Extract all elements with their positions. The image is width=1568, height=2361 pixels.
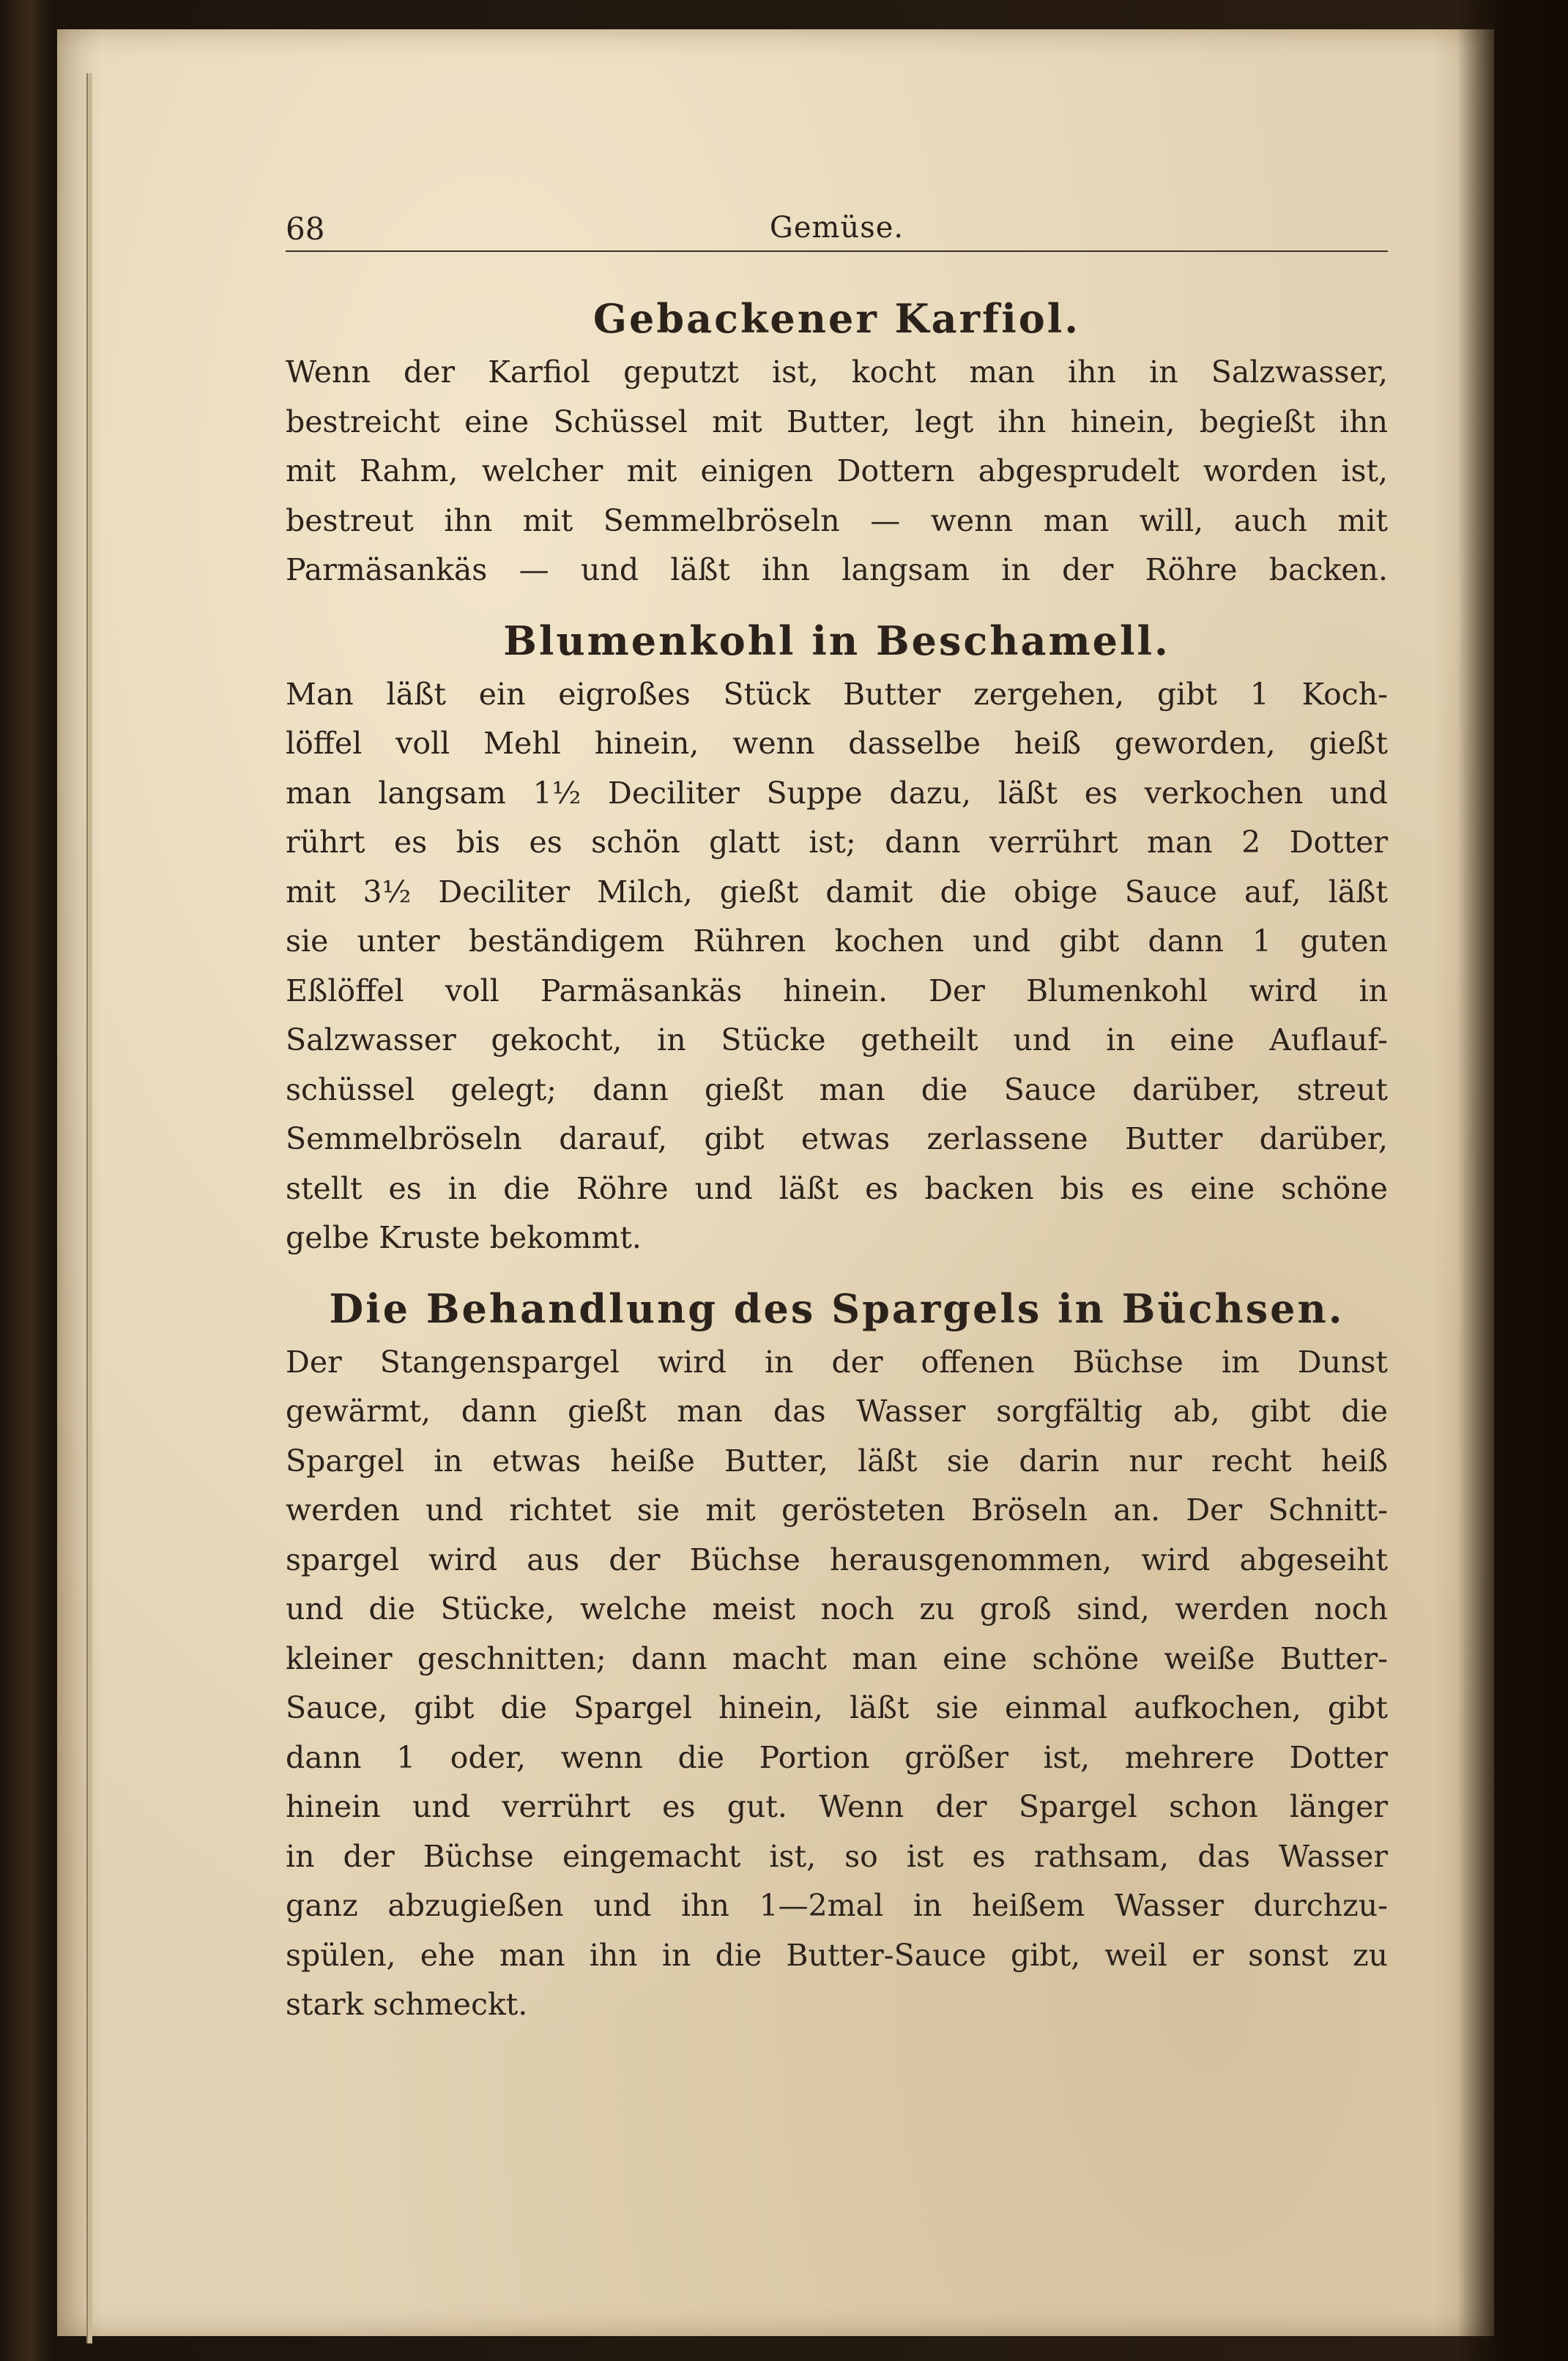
text-line: spargel wird aus der Büchse herausgenommen, wird abgeseiht <box>286 1542 1388 1577</box>
section-spargel <box>286 1279 1388 2030</box>
section-title: Gebackener Karfiol. <box>592 295 1081 342</box>
text-line: Sauce, gibt die Spargel hinein, läßt sie einmal aufkochen, gibt <box>286 1690 1388 1725</box>
text-line: und die Stücke, welche meist noch zu groß sind, werden noch <box>286 1591 1388 1626</box>
text-line: ganz abzugießen und ihn 1—2mal in heißem Wasser durchzu- <box>286 1888 1388 1923</box>
section-title: Die Behandlung des Spargels in Büchsen. <box>329 1284 1345 1332</box>
section-title: Blumenkohl in Beschamell. <box>503 617 1170 664</box>
section-body <box>286 670 1388 1263</box>
text-line: gelbe Kruste bekommt. <box>286 1220 642 1255</box>
text-line: man langsam 1½ Deciliter Suppe dazu, läßt es verkochen und <box>286 775 1388 811</box>
section-body <box>286 1338 1388 2030</box>
page-number: 68 <box>286 211 325 247</box>
text-line: hinein und verrührt es gut. Wenn der Spargel schon länger <box>286 1789 1388 1824</box>
text-line: spülen, ehe man ihn in die Butter-Sauce gibt, weil er sonst zu <box>286 1937 1388 1973</box>
section-karfiol <box>286 289 1388 595</box>
running-header <box>286 207 1388 252</box>
section-blumenkohl <box>286 611 1388 1263</box>
text-line: mit Rahm, welcher mit einigen Dottern abgesprudelt worden ist, <box>286 453 1388 488</box>
page-content <box>286 289 1388 2030</box>
text-line: Salzwasser gekocht, in Stücke getheilt und in eine Auflauf- <box>286 1022 1388 1057</box>
page-edge <box>86 73 92 2343</box>
text-line: bestreut ihn mit Semmelbröseln — wenn man will, auch mit <box>286 502 1388 538</box>
text-line: mit 3½ Deciliter Milch, gießt damit die obige Sauce auf, läßt <box>286 874 1388 910</box>
text-line: kleiner geschnitten; dann macht man eine schöne weiße Butter- <box>286 1640 1388 1676</box>
text-line: stark schmeckt. <box>286 1987 528 2022</box>
text-line: stellt es in die Röhre und läßt es backen bis es eine schöne <box>286 1170 1388 1206</box>
text-line: Eßlöffel voll Parmäsankäs hinein. Der Blumenkohl wird in <box>286 973 1388 1008</box>
text-line: Spargel in etwas heiße Butter, läßt sie darin nur recht heiß <box>286 1443 1388 1479</box>
text-line: Wenn der Karfiol geputzt ist, kocht man ihn in Salzwasser, <box>286 354 1388 390</box>
text-line: Parmäsankäs — und läßt ihn langsam in der Röhre backen. <box>286 552 1388 587</box>
text-line: löffel voll Mehl hinein, wenn dasselbe heiß geworden, gießt <box>286 726 1388 761</box>
text-line: gewärmt, dann gießt man das Wasser sorgfältig ab, gibt die <box>286 1394 1388 1429</box>
text-line: Man läßt ein eigroßes Stück Butter zergehen, gibt 1 Koch- <box>286 676 1388 712</box>
text-line: Semmelbröseln darauf, gibt etwas zerlassene Butter darüber, <box>286 1121 1388 1156</box>
text-line: sie unter beständigem Rühren kochen und gibt dann 1 guten <box>286 923 1388 959</box>
text-line: in der Büchse eingemacht ist, so ist es rathsam, das Wasser <box>286 1838 1388 1874</box>
running-title: Gemüse. <box>769 211 904 245</box>
text-line: rührt es bis es schön glatt ist; dann verrührt man 2 Dotter <box>286 825 1388 860</box>
section-body <box>286 348 1388 595</box>
text-line: schüssel gelegt; dann gießt man die Sauce darüber, streut <box>286 1071 1388 1107</box>
text-line: bestreicht eine Schüssel mit Butter, legt ihn hinein, begießt ihn <box>286 404 1388 439</box>
binding-shadow <box>1457 0 1568 2361</box>
text-line: Der Stangenspargel wird in der offenen Büchse im Dunst <box>286 1344 1388 1380</box>
text-line: werden und richtet sie mit gerösteten Bröseln an. Der Schnitt- <box>286 1492 1388 1528</box>
text-line: dann 1 oder, wenn die Portion größer ist, mehrere Dotter <box>286 1739 1388 1775</box>
